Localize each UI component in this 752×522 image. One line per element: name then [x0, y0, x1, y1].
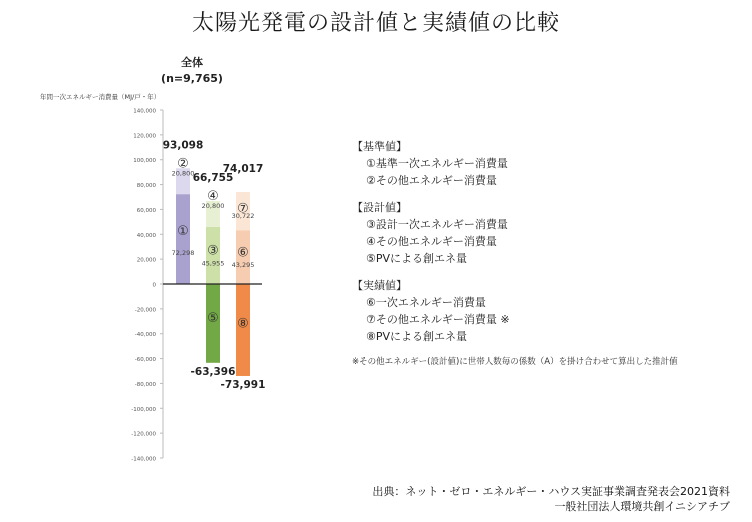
y-tick-label: 140,000: [133, 108, 156, 115]
y-tick-label: -20,000: [134, 307, 156, 314]
y-tick-label: 100,000: [133, 158, 156, 165]
y-tick-label: -140,000: [131, 456, 156, 463]
legend-header: 【基準値】: [352, 140, 407, 153]
segment-id-label: ②: [177, 156, 189, 172]
y-tick-label: 60,000: [136, 207, 156, 214]
y-tick-label: 80,000: [136, 183, 156, 190]
segment-id-label: ⑥: [237, 245, 249, 261]
y-axis-label: 年間一次エネルギー消費量（MJ/戸・年）: [40, 93, 161, 101]
legend-group-actual: [352, 277, 678, 345]
segment-id-label: ①: [177, 224, 189, 240]
y-tick-label: 0: [152, 282, 156, 289]
legend-group-design: [352, 199, 678, 267]
legend-item: ④その他エネルギー消費量: [366, 235, 497, 248]
source-citation: [372, 484, 730, 514]
page-title: 太陽光発電の設計値と実績値の比較: [191, 11, 560, 36]
segment-value-label: 43,295: [231, 260, 255, 269]
segment-value-label: 30,722: [231, 211, 255, 220]
segment-value-label: 20,800: [201, 202, 225, 211]
y-tick-label: -120,000: [131, 431, 156, 438]
legend-item: ①基準一次エネルギー消費量: [366, 157, 508, 170]
legend-item: ③設計一次エネルギー消費量: [366, 218, 508, 231]
y-tick-label: -80,000: [134, 381, 156, 388]
y-tick-label: 120,000: [133, 133, 156, 140]
legend-item: ⑧PVによる創エネ量: [366, 330, 468, 343]
segment-value-label: 72,298: [171, 249, 195, 258]
segment-id-label: ④: [207, 189, 219, 205]
legend-item: ②その他エネルギー消費量: [366, 174, 497, 187]
segment-id-label: ⑦: [237, 201, 249, 217]
bar-total-label: 74,017: [222, 163, 264, 176]
segment-value-label: 20,800: [171, 169, 195, 178]
legend-item: ⑤PVによる創エネ量: [366, 252, 468, 265]
source-line: 一般社団法人環境共創イニシアチブ: [554, 500, 730, 513]
y-tick-label: -60,000: [134, 357, 156, 364]
chart-subtitle: 全体: [181, 56, 203, 69]
y-tick-label: 20,000: [136, 257, 156, 264]
segment-id-label: ⑤: [207, 311, 219, 327]
bar-negative-label: -73,991: [220, 378, 266, 391]
y-tick-label: 40,000: [136, 232, 156, 239]
bar-negative-label: -63,396: [190, 365, 236, 378]
segment-value-label: 45,955: [201, 259, 225, 268]
source-line: 出典：ネット・ゼロ・エネルギー・ハウス実証事業調査発表会2021資料: [372, 485, 730, 498]
legend: [352, 138, 678, 367]
legend-item: ⑦その他エネルギー消費量 ※: [366, 313, 510, 326]
bar-total-label: 66,755: [192, 172, 234, 185]
legend-note: ※その他エネルギー(設計値)に世帯人数毎の係数（A）を掛け合わせて算出した推計値: [352, 357, 678, 367]
segment-id-label: ⑧: [237, 316, 249, 332]
legend-group-baseline: [352, 138, 678, 189]
y-tick-label: -100,000: [131, 406, 156, 413]
y-tick-label: -40,000: [134, 332, 156, 339]
legend-item: ⑥一次エネルギー消費量: [366, 296, 486, 309]
legend-header: 【実績値】: [352, 279, 407, 292]
chart-sample-size: (n=9,765): [161, 72, 223, 85]
bar-total-label: 93,098: [162, 139, 204, 152]
legend-header: 【設計値】: [352, 201, 407, 214]
segment-id-label: ③: [207, 243, 219, 259]
